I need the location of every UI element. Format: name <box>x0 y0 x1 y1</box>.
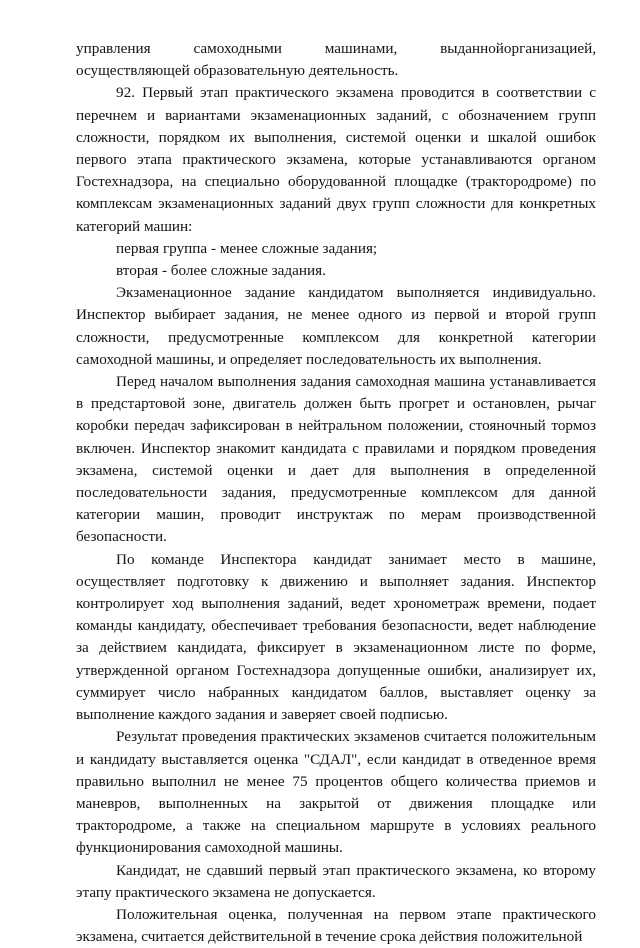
document-page <box>76 38 596 948</box>
paragraph-result: Результат проведения практических экзаменов считается положительным и кандидату выставляется оценка "СДАЛ", если кандидат в отведенное время правильно выполнил не менее 75 процентов общего количества приемов и маневров, выполненных на закрытой от движения площадке или трактородроме, а также на специальном маршруте в условиях реального функционирования самоходной машины. <box>76 728 596 857</box>
paragraph-continuation: управления самоходными машинами, выданнойорганизацией, осуществляющей образовательную деятельность. <box>76 40 596 80</box>
paragraph-before-start: Перед началом выполнения задания самоходная машина устанавливается в предстартовой зоне, двигатель должен быть прогрет и остановлен, рычаг коробки передач зафиксирован в нейтральном положении, стояночный тормоз включен. Инспектор знакомит кандидата с правилами и порядком проведения экзамена, системой оценки и дает для выполнения в определенной последовательности задания, предусмотренные комплексом для данной категории машин, проводит инструктаж по мерам производственной безопасности. <box>76 373 596 546</box>
paragraph-positive-grade: Положительная оценка, полученная на первом этапе практического экзамена, считается действительной в течение срока действия положительной <box>76 905 596 946</box>
paragraph-not-admitted: Кандидат, не сдавший первый этап практического экзамена, ко второму этапу практического экзамена не допускается. <box>76 861 596 901</box>
paragraph-92: 92. Первый этап практического экзамена проводится в соответствии с перечнем и вариантами экзаменационных заданий, с обозначением групп сложности, порядком их выполнения, системой оценки и шкалой ошибок первого этапа практического экзамена, которые устанавливаются органом Гостехнадзора, на специально оборудованной площадке (трактородроме) по комплексам экзаменационных заданий двух групп сложности для конкретных категорий машин: <box>76 84 596 235</box>
list-item-first-group: первая группа - менее сложные задания; <box>116 239 378 257</box>
paragraph-exam-task: Экзаменационное задание кандидатом выполняется индивидуально. Инспектор выбирает задания, не менее одного из первой и второй групп сложности, предусмотренные комплексом для конкретной категории самоходной машины, и определяет последовательность их выполнения. <box>76 284 596 368</box>
list-item-second-group: вторая - более сложные задания. <box>116 262 326 280</box>
paragraph-inspector-command: По команде Инспектора кандидат занимает место в машине, осуществляет подготовку к движению и выполняет задания. Инспектор контролирует ход выполнения заданий, ведет хронометраж времени, подает команды кандидату, обеспечивает требования безопасности, ведет наблюдение за действием кандидата, фиксирует в экзаменационном листе по форме, утвержденной органом Гостехнадзора допущенные ошибки, анализирует их, суммирует число набранных кандидатом баллов, выставляет оценку за выполнение каждого задания и заверяет своей подписью. <box>76 550 596 724</box>
